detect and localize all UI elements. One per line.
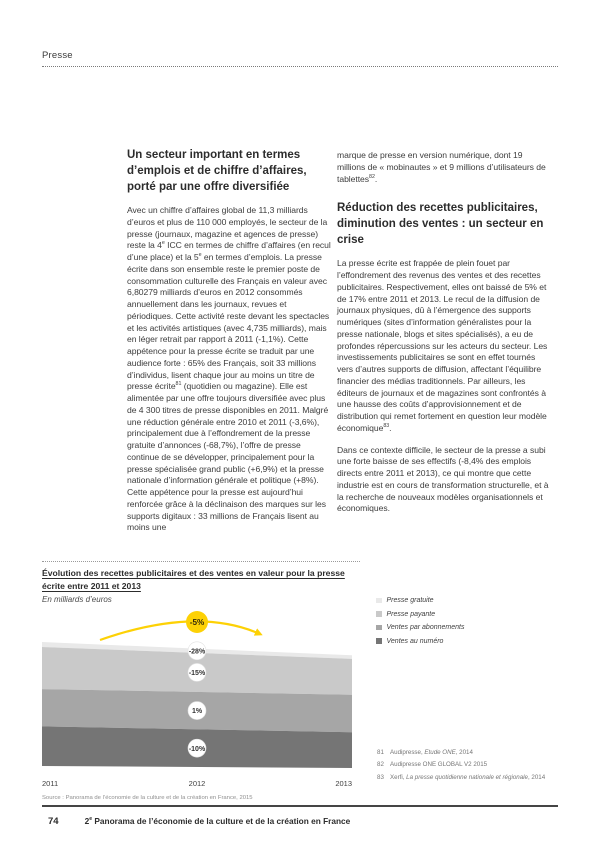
legend-label: Ventes par abonnements [386, 624, 465, 631]
chart-unit-label: En milliards d’euros [42, 595, 112, 604]
chart-title: Évolution des recettes publicitaires et des ventes en valeur pour la presse écrite entre 2011 et 2013 [42, 561, 360, 592]
x-axis-label: 2012 [188, 779, 206, 788]
band-change-label: 1% [191, 708, 203, 716]
legend-swatch-icon [376, 598, 382, 604]
footnote-item [377, 749, 567, 757]
right-section-heading: Réduction des recettes publicitaires, diminution des ventes : un secteur en crise [337, 202, 544, 247]
footnote-text: Audipresse, Etude ONE, 2014 [390, 749, 473, 756]
footer-rule [42, 805, 558, 807]
chart-block [42, 561, 360, 807]
left-column [127, 147, 333, 544]
footnote-item [377, 761, 567, 769]
legend-item [376, 638, 464, 645]
footnote-item [377, 774, 567, 782]
right-paragraph-1: marque de presse en version numérique, dont 19 millions de « mobinautes » et 9 millions d’utilisateurs de tablettes$^{82}$. [337, 150, 546, 184]
x-axis-label: 2011 [42, 779, 59, 788]
header-rule [42, 66, 558, 67]
right-column [337, 150, 550, 525]
total-change-label: -5% [189, 618, 205, 627]
legend-label: Ventes au numéro [386, 637, 444, 645]
x-axis-label: 2013 [335, 779, 352, 788]
legend-label: Presse payante [386, 610, 436, 618]
right-paragraph-2: La presse écrite est frappée de plein fouet par l’effondrement des revenus des ventes et des recettes publicitaires. Respectivement, elles ont baissé de 5% et de 17% entre 2011 et 2013. Le recul de la diffusion de journaux physiques, dû à l’émergence des supports numériques (sites d’information généralistes pour la presse nationale, blogs et sites spécialisés), a eu de profondes répercussions sur les acteurs du secteur. Les investissements publicitaires se sont en effet tournés vers d’autres supports de diffusion, affectant l’équilibre financier des médias traditionnels. Par ailleurs, les éditeurs de journaux et de magazines sont confrontés à une hausse des coûts d’approvisionnement et de distribution qui remet fortement en question leur modèle économique$^{83}$. [337, 258, 548, 433]
band-change-label: -15% [188, 670, 206, 678]
band-change-label: -10% [188, 745, 206, 753]
footnote-number: 82 [377, 761, 384, 769]
band-change-label: -28% [188, 648, 206, 656]
legend-item [376, 611, 464, 618]
footer [48, 816, 350, 827]
legend-swatch-icon [376, 611, 382, 617]
legend-label: Presse gratuite [386, 597, 434, 604]
footnotes [377, 749, 567, 786]
footnote-text: Xerfi, La presse quotidienne nationale et régionale, 2014 [390, 773, 546, 781]
legend-item [376, 597, 464, 604]
right-paragraph-3: Dans ce contexte difficile, le secteur de la presse a subi une forte baisse de ses effectifs (-8,4% des emplois directs entre 2011 et 2013), ce qui montre que cette industrie est en cours de transformation structurelle, et à la recherche de nouveaux modèles organisationnels et économiques. [337, 444, 549, 514]
chart-svg [42, 608, 352, 792]
chart-source: Source : Panorama de l’économie de la culture et de la création en France, 2015 [42, 795, 253, 801]
page-number: 74 [48, 816, 59, 827]
legend-swatch-icon [376, 625, 382, 631]
footnote-text: Audipresse ONE GLOBAL V2 2015 [390, 761, 488, 769]
footer-title: 2e Panorama de l’économie de la culture et de la création en France [84, 816, 351, 826]
trend-arrow [100, 621, 260, 640]
left-section-heading: Un secteur important en termes d’emplois et de chiffre d’affaires, porté par une offre diversifiée [127, 149, 307, 193]
legend-swatch-icon [376, 638, 382, 644]
footnote-number: 83 [377, 773, 384, 781]
footnote-number: 81 [377, 749, 384, 756]
chart-legend [376, 597, 464, 651]
left-paragraph: Avec un chiffre d’affaires global de 11,3 milliards d’euros et plus de 110 000 employés, le secteur de la presse (journaux, magazine et agences de presse) reste la 4e ICC en termes de chiffre d’affaires (en recul d’une place) et la 5e en termes d’emplois. La presse écrite dans son ensemble reste le premier poste de consommation culturelle des Français en valeur avec 6,80279 milliards d’euros en 2012 consommés annuellement dans les journaux, revues et périodiques. Cette activité reste devant les spectacles et les activités artistiques (avec 4,735 milliards), mais en léger retrait par rapport à 2011 (-1,1%). Cette appétence pour la presse écrite se traduit par une audience forte : 65% des Français, soit 33 millions d’individus, lisent chaque jour au moins un titre de presse écrite$^{81}$ (quotidien ou magazine). Elle est alimentée par une offre toujours diversifiée avec plus de 4 300 titres de presse disponibles en 2011. Malgré une réduction générale entre 2010 et 2011 (-3,6%), principalement due à l’effondrement de la presse gratuite d’annonces (-68,7%), l’offre de presse continue de se développer, principalement pour la presse spécialisée grand public (+6,9%) et la presse nationale d’information générale et politique (+8%). Cette appétence pour la presse est aujourd’hui renforcée grâce à la déclinaison des marques sur les supports digitaux : 33 millions de Français lisent au moins une [127, 205, 331, 533]
legend-item [376, 624, 464, 631]
section-header: Presse [42, 50, 73, 61]
